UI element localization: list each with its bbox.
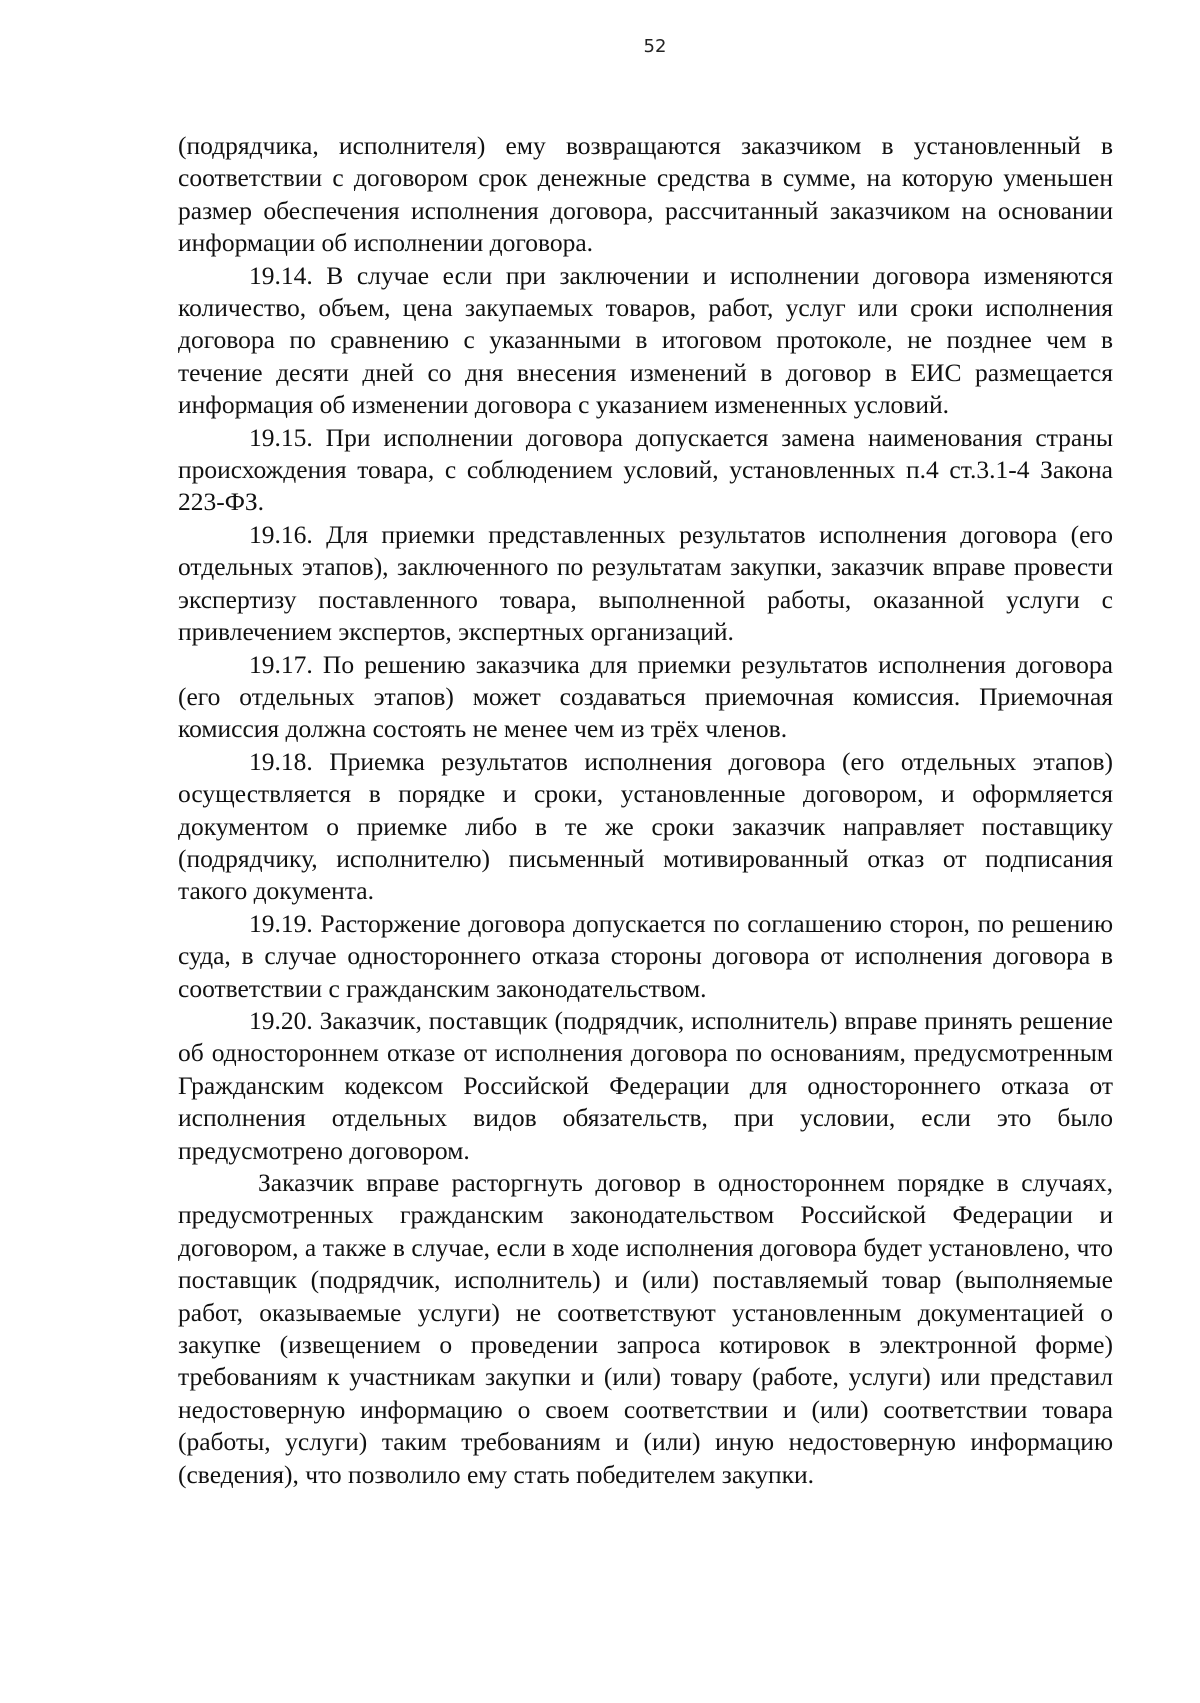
- paragraph-19-17: 19.17. По решению заказчика для приемки результатов исполнения договора (его отдельных этапов) может создаваться приемочная комиссия. Приемочная комиссия должна состоять не менее чем из трёх членов.: [178, 649, 1113, 744]
- paragraph-19-14: 19.14. В случае если при заключении и исполнении договора изменяются количество, объем, цена закупаемых товаров, работ, услуг или сроки исполнения договора по сравнению с указанными в итоговом протоколе, не позднее чем в течение десяти дней со дня внесения изменений в договор в ЕИС размещается информация об изменении договора с указанием измененных условий.: [178, 260, 1113, 420]
- page-number: 52: [643, 36, 667, 57]
- paragraph-continuation: (подрядчика, исполнителя) ему возвращаются заказчиком в установленный в соответствии с договором срок денежные средства в сумме, на которую уменьшен размер обеспечения исполнения договора, рассчитанный заказчиком на основании информации об исполнении договора.: [178, 131, 1113, 258]
- document-body: [178, 130, 1113, 1491]
- paragraph-19-18: 19.18. Приемка результатов исполнения договора (его отдельных этапов) осуществляется в порядке и сроки, установленные договором, и оформляется документом о приемке либо в те же сроки заказчик направляет поставщику (подрядчику, исполнителю) письменный мотивированный отказ от подписания такого документа.: [178, 746, 1113, 906]
- paragraph-19-20: 19.20. Заказчик, поставщик (подрядчик, исполнитель) вправе принять решение об одностороннем отказе от исполнения договора по основаниям, предусмотренным Гражданским кодексом Российской Федерации для одностороннего отказа от исполнения отдельных видов обязательств, при условии, если это было предусмотрено договором.: [178, 1005, 1113, 1165]
- paragraph-19-15: 19.15. При исполнении договора допускается замена наименования страны происхождения товара, с соблюдением условий, установленных п.4 ст.3.1-4 Закона 223-ФЗ.: [178, 422, 1113, 517]
- paragraph-19-19: 19.19. Расторжение договора допускается по соглашению сторон, по решению суда, в случае одностороннего отказа стороны договора от исполнения договора в соответствии с гражданским законодательством.: [178, 908, 1113, 1003]
- paragraph-19-16: 19.16. Для приемки представленных результатов исполнения договора (его отдельных этапов), заключенного по результатам закупки, заказчик вправе провести экспертизу поставленного товара, выполненной работы, оказанной услуги с привлечением экспертов, экспертных организаций.: [178, 519, 1113, 647]
- paragraph-termination-rights: Заказчик вправе расторгнуть договор в одностороннем порядке в случаях, предусмотренных гражданским законодательством Российской Федерации и договором, а также в случае, если в ходе исполнения договора будет установлено, что поставщик (подрядчик, исполнитель) и (или) поставляемый товар (выполняемые работ, оказываемые услуги) не соответствуют установленным документацией о закупке (извещением о проведении запроса котировок в электронной форме) требованиям к участникам закупки и (или) товару (работе, услуги) или представил недостоверную информацию о своем соответствии и (или) соответствии товара (работы, услуги) таким требованиям и (или) иную недостоверную информацию (сведения), что позволило ему стать победителем закупки.: [178, 1168, 1113, 1489]
